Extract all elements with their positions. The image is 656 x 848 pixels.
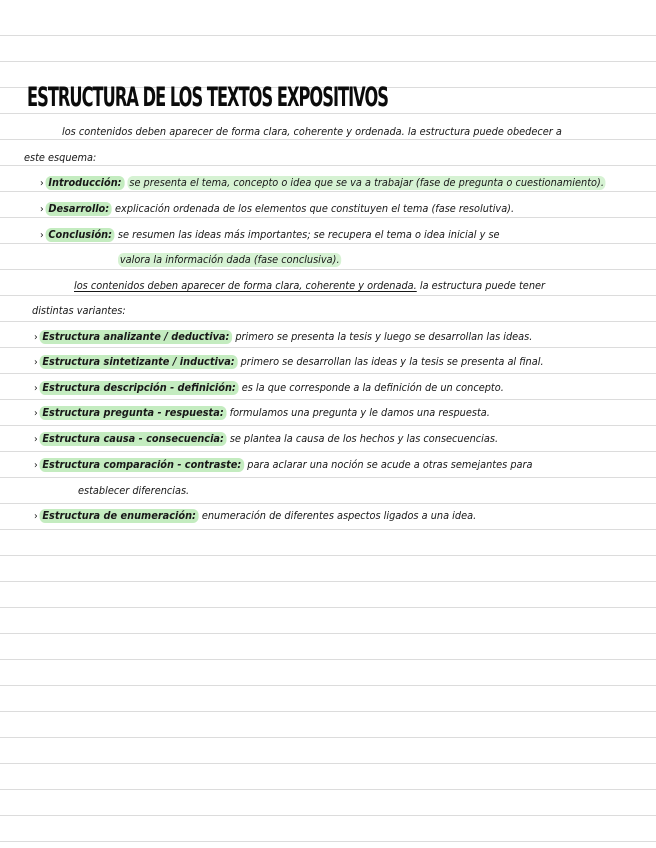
list-item-term: Estructura pregunta - respuesta: <box>40 406 227 420</box>
list-item-term: Desarrollo: <box>46 202 112 216</box>
list-item-term: Estructura descripción - definición: <box>40 381 239 395</box>
list-item-text: se presenta el tema, concepto o idea que se va a trabajar (fase de pregunta o cuestionamiento). <box>129 177 604 189</box>
intro-line-2: este esquema: <box>24 152 97 164</box>
list-item-term: Estructura comparación - contraste: <box>40 458 245 472</box>
continuation-text: valora la información dada (fase conclusiva). <box>119 254 340 266</box>
chevron-right-icon: › <box>40 204 44 215</box>
list-item-continuation <box>118 253 341 267</box>
chevron-right-icon: › <box>34 357 38 368</box>
list-item-continuation: establecer diferencias. <box>78 485 190 497</box>
list-item <box>34 381 504 396</box>
underlined-text: los contenidos deben aparecer de forma clara, coherente y ordenada. <box>74 280 417 292</box>
list-item-term: Estructura sintetizante / inductiva: <box>40 355 238 369</box>
variants-intro-line-2: distintas variantes: <box>32 305 126 317</box>
list-item-text: primero se presenta la tesis y luego se desarrollan las ideas. <box>235 331 533 343</box>
page-title: ESTRUCTURA DE LOS TEXTOS EXPOSITIVOS <box>27 82 388 113</box>
list-item-text: formulamos una pregunta y le damos una respuesta. <box>229 407 490 419</box>
chevron-right-icon: › <box>40 230 44 241</box>
list-item-term: Estructura analizante / deductiva: <box>40 330 233 344</box>
list-item-text: se plantea la causa de los hechos y las consecuencias. <box>229 433 499 445</box>
chevron-right-icon: › <box>34 511 38 522</box>
list-item <box>34 330 532 345</box>
list-item-term: Introducción: <box>46 176 125 190</box>
list-item-term: Estructura causa - consecuencia: <box>40 432 227 446</box>
chevron-right-icon: › <box>34 332 38 343</box>
list-item <box>34 355 544 370</box>
list-item-text: primero se desarrollan las ideas y la tesis se presenta al final. <box>240 356 544 368</box>
list-item-text: enumeración de diferentes aspectos ligados a una idea. <box>201 510 477 522</box>
list-item <box>34 432 498 447</box>
list-item <box>40 176 606 191</box>
list-item-text: para aclarar una noción se acude a otras semejantes para <box>247 459 533 471</box>
list-item <box>34 406 490 421</box>
chevron-right-icon: › <box>34 383 38 394</box>
list-item <box>34 509 476 524</box>
list-item <box>34 458 533 473</box>
list-item-term: Conclusión: <box>46 228 115 242</box>
list-item-text: explicación ordenada de los elementos que constituyen el tema (fase resolutiva). <box>115 203 515 215</box>
chevron-right-icon: › <box>34 434 38 445</box>
chevron-right-icon: › <box>34 460 38 471</box>
chevron-right-icon: › <box>34 408 38 419</box>
variants-intro-line-1 <box>74 279 545 293</box>
intro-line-1: los contenidos deben aparecer de forma clara, coherente y ordenada. la estructura puede obedecer a <box>62 126 562 138</box>
intro-rest-text: la estructura puede tener <box>419 280 546 292</box>
list-item-text: se resumen las ideas más importantes; se recupera el tema o idea inicial y se <box>117 229 500 241</box>
list-item-text: es la que corresponde a la definición de un concepto. <box>241 382 504 394</box>
list-item <box>40 228 500 243</box>
list-item-term: Estructura de enumeración: <box>40 509 199 523</box>
list-item <box>40 202 514 217</box>
chevron-right-icon: › <box>40 178 44 189</box>
